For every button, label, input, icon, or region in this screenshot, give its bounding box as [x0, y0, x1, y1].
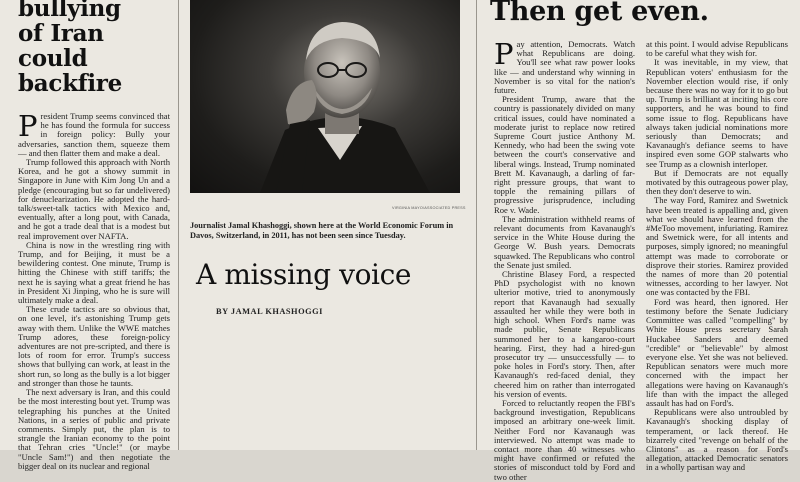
right-paragraph: Republicans were also untroubled by Kavanaugh's shocking display of temperament, or lack thereof. He bizarrely cited "revenge on behalf of the Clintons" as a reason for Ford's allegation, attacked Democratic senators in a wholly partisan way and	[646, 407, 788, 473]
byline-name: JAMAL KHASHOGGI	[230, 307, 323, 316]
left-paragraph: The next adversary is Iran, and this could be the most interesting bout yet. Trump was telegraphing his punches at the United Nations, in a series of public and private comments. Simply put, the plan is to strangle the Iranian economy to the point that Tehran cries "Uncle!" (or maybe "Uncle Sam!") and then negotiate the bigger deal on its nuclear and regional	[18, 387, 170, 471]
right-paragraph: It was inevitable, in my view, that Republican voters' enthusiasm for the November election would rise, if only because there was no way for it to go but up. Trump is brilliant at inciting his core supporters, and he was bound to find some issue to flog. Republicans have always taken judicial nominations more seriously than Democrats; and Kavanaugh's defiance seems to have inspired even some GOP stalwarts who see Trump as a clownish interloper.	[646, 57, 788, 169]
left-headline-line-3: could backfire	[18, 45, 122, 97]
portrait-illustration	[190, 0, 460, 193]
left-paragraph: Trump followed this approach with North Korea, and he got a showy summit in Singapore in June with Kim Jong Un and a pledge (encouraging but so far undelivered) for denuclearization. He adopted the hard-talk/sweet-talk tactics with Mexico and, eventually, after a long pout, with Canada, and he got a trade deal that is a modest but real improvement over NAFTA.	[18, 157, 170, 241]
khashoggi-photo	[190, 0, 460, 193]
right-article-column-1	[494, 37, 635, 482]
right-dropcap: P	[494, 37, 514, 71]
right-paragraph: The way Ford, Ramirez and Swetnick have been treated is appalling and, given what we should have learned from the #MeToo movement, infuriating. Ramirez and Swetnick were, for all intents and purposes, simply ignored; no meaningful attempt was made to corroborate or disprove their stories. Ramirez provided the names of more than 20 potential witnesses, according to her lawyer. Not one was contacted by the FBI.	[646, 195, 788, 298]
right-paragraph: ay attention, Democrats. Watch what Republicans are doing. You'll see what raw power looks like — and understand why winning in November is so vital for the nation's future.	[494, 39, 635, 96]
right-article-headline: Then get even.	[490, 0, 709, 27]
right-paragraph: at this point. I would advise Republicans to be careful what they wish for.	[646, 39, 788, 59]
left-paragraph: China is now in the wrestling ring with Trump, and for Beijing, it must be a bewildering contest. One minute, Trump is hitting the Chinese with stiff tariffs; the next he is saying what a great friend he has in President Xi Jinping, who he is sure will ultimately make a deal.	[18, 239, 170, 306]
left-dropcap: P	[18, 109, 38, 143]
right-article-column-2	[646, 39, 788, 473]
left-article-body	[18, 109, 170, 471]
left-article-headline	[18, 0, 170, 96]
center-article-headline: A missing voice	[196, 258, 412, 291]
column-rule	[476, 0, 477, 450]
right-paragraph: Christine Blasey Ford, a respected PhD psychologist with no known ulterior motive, tried to anonymously report that Kavanaugh had sexually assaulted her while they were both in high school. When Ford's name was made public, Senate Republicans summoned her to a kangaroo-court hearing. First, they had a hired-gun prosecutor try — unsuccessfully — to poke holes in Ford's story. Then, after Kavanaugh's red-faced denial, they cheered him on rather than interrogated his version of events.	[494, 269, 635, 399]
left-headline-line-2: of Iran	[18, 20, 104, 47]
right-paragraph: The administration withheld reams of relevant documents from Kavanaugh's service in the White House during the George W. Bush years. Democrats squawked. The Republicans who control the Senate just smiled.	[494, 213, 635, 270]
left-paragraph: resident Trump seems convinced that he has found the formula for success in foreign policy: Bully your adversaries, sanction them, squeeze them — and then flatter them and make a deal.	[18, 111, 170, 158]
right-paragraph: But if Democrats are not equally motivated by this outrageous power play, then they don't deserve to win.	[646, 167, 788, 197]
photo-credit: VIRGINIA MAYO/ASSOCIATED PRESS	[392, 206, 466, 210]
byline-prefix: BY	[216, 307, 229, 316]
column-rule	[178, 0, 179, 450]
right-paragraph: Ford was heard, then ignored. Her testimony before the Senate Judiciary Committee was called "compelling" by White House press secretary Sarah Huckabee Sanders and deemed "credible" or "believable" by almost everyone else. Yet she was not believed. Republican senators were much more concerned with the impact her allegations were having on Kavanaugh's life than with the impact the alleged assault has had on Ford's.	[646, 296, 788, 408]
right-paragraph: Forced to reluctantly reopen the FBI's background investigation, Republicans imposed an arbitrary one-week limit. Neither Ford nor Kavanaugh was interviewed. No attempt was made to contact more than 40 witnesses who might have confirmed or refuted the stories of misconduct told by Ford and two other	[494, 397, 635, 482]
right-paragraph: President Trump, aware that the country is passionately divided on many critical issues, could have nominated a moderate jurist to replace now retired Supreme Court justice Anthony M. Kennedy, who had been the swing vote between the court's conservative and liberal wings. Instead, Trump nominated Brett M. Kavanaugh, a darling of far-right pressure groups, that want to topple the remaining pillars of progressive jurisprudence, including Roe v. Wade.	[494, 94, 635, 215]
byline	[216, 307, 323, 316]
left-paragraph: These crude tactics are so obvious that, on one level, it's astonishing Trump gets away with them. Unlike the WWE matches Trump adores, these foreign-policy adventures are not pre-scripted, and there is lots of room for error. Trump's success shows that bullying can work, at least in the short run, so long as the bully is a lot bigger and stronger than those he taunts.	[18, 304, 170, 388]
left-headline-line-1: bullying	[18, 0, 121, 22]
left-article	[18, 0, 170, 471]
photo-caption: Journalist Jamal Khashoggi, shown here at the World Economic Forum in Davos, Switzerland, in 2011, has not been seen since Tuesday.	[190, 221, 454, 240]
